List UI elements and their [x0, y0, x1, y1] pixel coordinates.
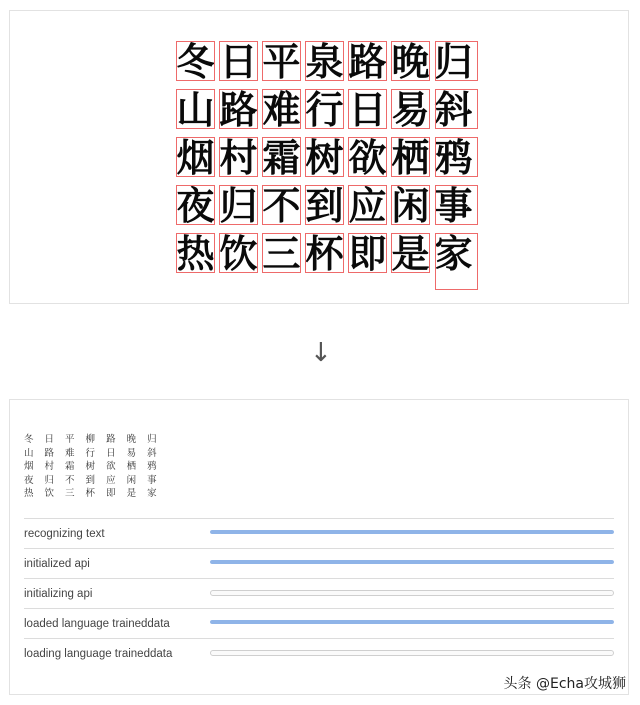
progress-label: loaded language traineddata: [24, 618, 170, 630]
character-cell: 栖: [389, 134, 432, 182]
character-cell: 鸦: [432, 134, 475, 182]
character-cell: 路: [217, 86, 260, 134]
character-cell: 路: [346, 38, 389, 86]
progress-bar: [210, 620, 614, 624]
recognized-line: 烟 村 霜 树 欲 栖 鸦: [24, 461, 161, 472]
character-cell: 山: [174, 86, 217, 134]
progress-row: [24, 548, 614, 579]
character-cell: 村: [217, 134, 260, 182]
character-cell: 即: [346, 230, 389, 278]
character-cell: 归: [432, 38, 475, 86]
character-grid: [174, 38, 475, 278]
character-cell: 斜: [432, 86, 475, 134]
recognized-line: 热 饮 三 杯 即 是 家: [24, 488, 161, 499]
progress-fill: [210, 530, 614, 534]
character-cell: 事: [432, 182, 475, 230]
character-cell: 不: [260, 182, 303, 230]
progress-fill: [210, 620, 614, 624]
progress-bar: [210, 590, 614, 596]
ocr-result-panel: [9, 399, 629, 695]
character-cell: 欲: [346, 134, 389, 182]
character-cell: 行: [303, 86, 346, 134]
character-cell: 是: [389, 230, 432, 278]
character-cell: 冬: [174, 38, 217, 86]
progress-row: [24, 638, 614, 669]
character-cell: 家: [432, 230, 475, 278]
character-cell: 闲: [389, 182, 432, 230]
progress-fill: [210, 560, 614, 564]
character-cell: 夜: [174, 182, 217, 230]
progress-label: initializing api: [24, 588, 93, 600]
character-cell: 平: [260, 38, 303, 86]
character-cell: 晚: [389, 38, 432, 86]
watermark: 头条 @Echa攻城狮: [503, 676, 626, 692]
down-arrow-icon: ↓: [310, 338, 332, 368]
progress-bar: [210, 530, 614, 534]
character-cell: 饮: [217, 230, 260, 278]
progress-bar: [210, 560, 614, 564]
progress-bar: [210, 650, 614, 656]
recognized-text: [24, 433, 161, 501]
progress-label: loading language traineddata: [24, 648, 173, 660]
progress-row: [24, 518, 614, 549]
recognized-line: 山 路 难 行 日 易 斜: [24, 447, 161, 459]
progress-label: initialized api: [24, 558, 90, 570]
character-cell: 应: [346, 182, 389, 230]
character-cell: 泉: [303, 38, 346, 86]
character-cell: 烟: [174, 134, 217, 182]
recognized-line: 夜 归 不 到 应 闲 事: [24, 474, 161, 486]
progress-row: [24, 578, 614, 609]
character-cell: 热: [174, 230, 217, 278]
progress-row: [24, 608, 614, 639]
character-cell: 易: [389, 86, 432, 134]
character-cell: 树: [303, 134, 346, 182]
character-cell: 日: [346, 86, 389, 134]
recognized-line: 冬 日 平 柳 路 晚 归: [24, 434, 161, 445]
character-cell: 难: [260, 86, 303, 134]
progress-label: recognizing text: [24, 528, 105, 540]
character-cell: 三: [260, 230, 303, 278]
source-image-panel: [9, 10, 629, 304]
character-cell: 日: [217, 38, 260, 86]
character-cell: 归: [217, 182, 260, 230]
character-cell: 霜: [260, 134, 303, 182]
character-cell: 到: [303, 182, 346, 230]
character-cell: 杯: [303, 230, 346, 278]
